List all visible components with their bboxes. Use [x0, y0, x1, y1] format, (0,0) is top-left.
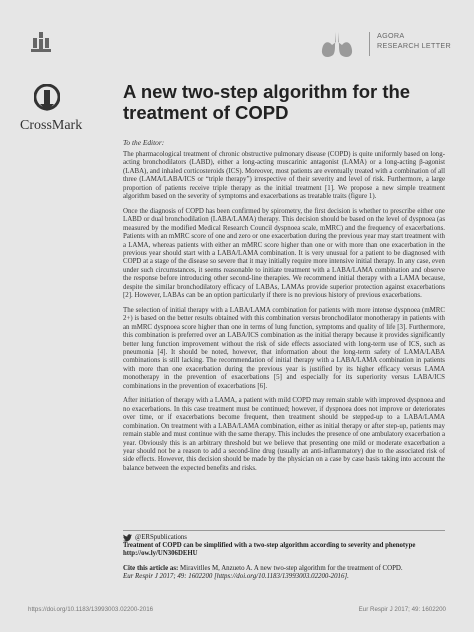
footer-doi-link[interactable]: https://doi.org/10.1183/13993003.02200-2016 — [28, 606, 154, 613]
crossmark-label: CrossMark — [20, 118, 83, 133]
crossmark-icon — [34, 84, 60, 112]
article-body — [123, 151, 445, 480]
social-box — [123, 534, 445, 559]
ers-logo-icon — [28, 30, 54, 56]
paragraph-3: The selection of initial therapy with a LABA/LAMA combination for patients with more intense dyspnoea (mMRC 2+) is based on the better results obtained with this combination versus bronchodilator monotherapy in patients with an mMRC dyspnoea score higher than one in terms of lung function, symptoms and quality of life [3]. Furthermore, this combination is preferred over an LABA/ICS combination as the initial therapy because it provides significantly better lung function improvement without the risk of side effects associated with long-term use of ICS, such as pneumonia [4]. It should be noted, however, that information about the long-term safety of LAMA/LABA combinations is still lacking. The recommendation of initial therapy with a LABA/LAMA combination in patients with more than one exacerbation during the previous year is justified by its higher efficacy versus LAMA monotherapy in the prevention of exacerbations [5] and especially for its superiority versus LABA/ICS combinations in the prevention of exacerbations [6]. — [123, 306, 445, 390]
paragraph-2: Once the diagnosis of COPD has been confirmed by spirometry, the first decision is whether to prescribe either one LABD or dual bronchodilation (LABA/LAMA) therapy. This decision should be based on the level of dyspnoea (as measured by the modified Medical Research Council dyspnoea scale, mMRC) and the frequency of exacerbations. Patients with an mMRC score of one and zero or one exacerbation during the previous year may start treatment with a LAMA, whereas patients with either an mMRC score higher than one or with more than one exacerbation in the previous year should start with a LABA/LAMA combination. It is very unusual for a patient to be diagnosed with COPD at a stage of the disease so severe that it may initially require more intensive initial therapy. In any case, even under such circumstances, it seems reasonable to initiate treatment with a LABA/LAMA combination and observe the response before introducing other second-line therapies. We recommend initial therapy with a LAMA because, despite the similar bronchodilatory efficacy of LABAs, LAMAs provide superior protection against exacerbations [2]. However, LABAs can be an option particularly if there is no previous history of previous exacerbations. — [123, 207, 445, 299]
article-title — [123, 81, 443, 123]
citation-label: Cite this article as: — [123, 565, 179, 572]
paragraph-1: The pharmacological treatment of chronic obstructive pulmonary disease (COPD) is quite uniformly based on long-acting bronchodilators (LABD), either a long-acting muscarinic antagonist (LAMA) or a long-acting β-agonist (LABA), and inhaled corticosteroids (ICS). Moreover, most patients are eventually treated with a combination of all three (LAMA/LABA/ICS or “triple therapy”) irrespective of their severity and level of risk. Furthermore, a large proportion of patients receive triple therapy as the initial treatment [1]. We propose a new simple treatment algorithm based on the severity of symptoms and exacerbations as treatable traits (figure 1). — [123, 151, 445, 201]
research-letter-label: RESEARCH LETTER — [377, 41, 451, 50]
citation-text: Miravitlles M, Anzueto A. A new two-step algorithm for the treatment of COPD. — [180, 565, 403, 572]
lungs-icon — [320, 30, 354, 60]
header-divider — [369, 32, 370, 56]
tweet-text: Treatment of COPD can be simplified with a two-step algorithm according to severity and phenotype — [123, 542, 416, 550]
twitter-handle-link[interactable]: @ERSpublications — [135, 534, 187, 541]
twitter-bird-icon — [123, 534, 132, 542]
footer-journal-ref: Eur Respir J 2017; 49: 1602200 — [358, 606, 446, 613]
crossmark-badge[interactable] — [20, 84, 100, 134]
page-footer — [0, 604, 474, 616]
tweet-link[interactable]: http://ow.ly/UN306DEHU — [123, 550, 198, 558]
citation-journal-ref[interactable]: Eur Respir J 2017; 49: 1602200 [https://doi.org/10.1183/13993003.02200-2016]. — [123, 573, 349, 581]
title-line-2: treatment of COPD — [123, 102, 289, 123]
paragraph-4: After initiation of therapy with a LAMA, a patient with mild COPD may remain stable with improved dyspnoea and no exacerbations. In this case treatment must be continued; however, if dyspnoea does not improve or deteriorates over time, or if exacerbations become frequent, then treatment should be stepped-up to a LABA/LAMA combination. On treatment with a LABA/LAMA combination, either as initial therapy or after step-up, patients may remain stable and must continue with the same therapy. This includes the presence of one ambulatory exacerbation a year. Obviously this is an arbitrary threshold but we believe that presenting one mild or moderate exacerbation a year should not be a reason to add a second-line drug (usually an anti-inflammatory) due to the associated risk of side effects. However, this decision should be made by the physician on a case by case basis taking into account the balance between the expected benefits and risks. — [123, 397, 445, 472]
citation-block — [123, 565, 445, 582]
salutation: To the Editor: — [123, 138, 165, 147]
social-divider — [123, 530, 445, 531]
agora-label: AGORA — [377, 31, 405, 40]
journal-section-tag — [377, 31, 451, 51]
title-line-1: A new two-step algorithm for the — [123, 81, 411, 102]
